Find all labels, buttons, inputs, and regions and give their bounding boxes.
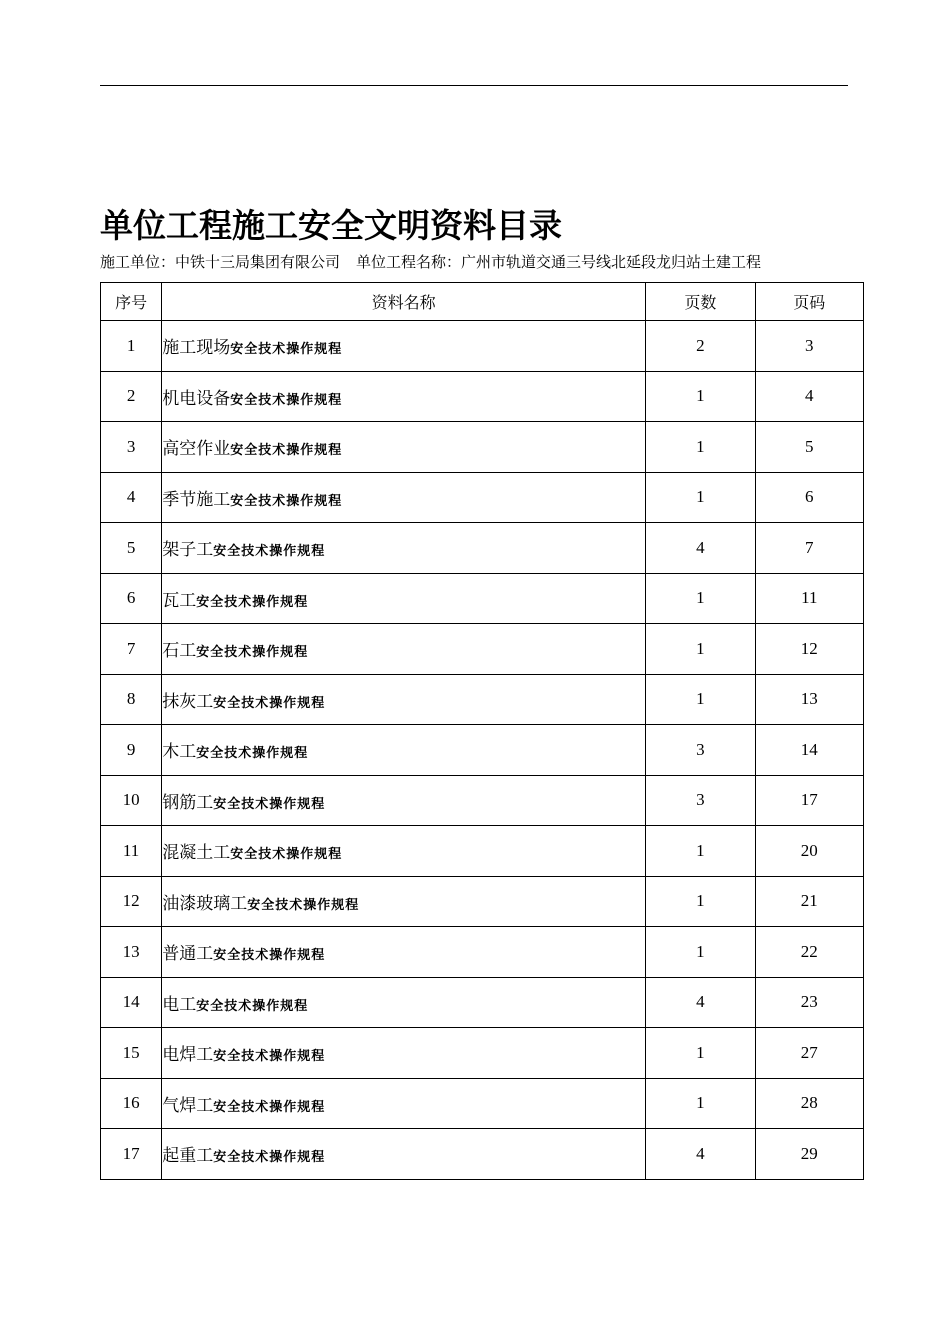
row-index: 1 — [101, 321, 162, 372]
row-name-main: 高空作业 — [162, 439, 231, 460]
row-index: 10 — [101, 775, 162, 826]
row-name-main: 电工 — [162, 994, 197, 1015]
row-name-suffix: 安全技术操作规程 — [213, 695, 326, 711]
row-name-main: 起重工 — [162, 1146, 214, 1167]
row-start-page: 28 — [755, 1078, 863, 1129]
table-row — [101, 573, 864, 624]
row-name-main: 机电设备 — [162, 388, 231, 409]
row-pages: 1 — [646, 624, 755, 675]
row-index: 14 — [101, 977, 162, 1028]
row-start-page: 17 — [755, 775, 863, 826]
row-pages: 1 — [646, 422, 755, 473]
row-name-suffix: 安全技术操作规程 — [230, 443, 343, 459]
row-name — [162, 775, 646, 826]
row-index: 15 — [101, 1028, 162, 1079]
row-name-main: 混凝土工 — [162, 843, 231, 864]
row-name-suffix: 安全技术操作规程 — [196, 645, 309, 661]
table-row — [101, 422, 864, 473]
table-row — [101, 775, 864, 826]
row-index: 16 — [101, 1078, 162, 1129]
document-title: 单位工程施工安全文明资料目录 — [100, 206, 562, 245]
row-index: 9 — [101, 725, 162, 776]
row-pages: 2 — [646, 321, 755, 372]
row-name — [162, 674, 646, 725]
row-start-page: 29 — [755, 1129, 863, 1180]
row-name-main: 电焊工 — [162, 1045, 214, 1066]
row-start-page: 3 — [755, 321, 863, 372]
row-start-page: 23 — [755, 977, 863, 1028]
row-pages: 1 — [646, 1078, 755, 1129]
row-name-main: 石工 — [162, 641, 197, 662]
row-name-main: 普通工 — [162, 944, 214, 965]
row-name-main: 油漆玻璃工 — [162, 893, 248, 914]
row-name — [162, 371, 646, 422]
row-index: 4 — [101, 472, 162, 523]
row-pages: 4 — [646, 977, 755, 1028]
row-pages: 3 — [646, 725, 755, 776]
table-row — [101, 371, 864, 422]
row-name-main: 架子工 — [162, 540, 214, 561]
row-start-page: 14 — [755, 725, 863, 776]
row-name-suffix: 安全技术操作规程 — [247, 897, 360, 913]
row-start-page: 20 — [755, 826, 863, 877]
row-pages: 1 — [646, 826, 755, 877]
table-row — [101, 674, 864, 725]
row-name-suffix: 安全技术操作规程 — [213, 796, 326, 812]
header-start-page: 页码 — [755, 283, 863, 321]
row-name-main: 木工 — [162, 742, 197, 763]
row-name-suffix: 安全技术操作规程 — [213, 1049, 326, 1065]
row-pages: 1 — [646, 472, 755, 523]
row-start-page: 22 — [755, 927, 863, 978]
row-name-suffix: 安全技术操作规程 — [196, 998, 309, 1014]
table-row — [101, 472, 864, 523]
row-start-page: 6 — [755, 472, 863, 523]
row-pages: 1 — [646, 674, 755, 725]
row-index: 7 — [101, 624, 162, 675]
row-name-main: 季节施工 — [162, 489, 231, 510]
header-pages: 页数 — [646, 283, 755, 321]
row-start-page: 27 — [755, 1028, 863, 1079]
row-name — [162, 876, 646, 927]
row-name-suffix: 安全技术操作规程 — [196, 594, 309, 610]
row-index: 13 — [101, 927, 162, 978]
row-index: 11 — [101, 826, 162, 877]
table-row — [101, 1028, 864, 1079]
row-pages: 1 — [646, 876, 755, 927]
row-name-main: 钢筋工 — [162, 792, 214, 813]
row-name — [162, 523, 646, 574]
row-name-suffix: 安全技术操作规程 — [230, 342, 343, 358]
header-rule — [100, 85, 848, 86]
row-name — [162, 472, 646, 523]
table-row — [101, 624, 864, 675]
table-row — [101, 826, 864, 877]
row-name-main: 瓦工 — [162, 590, 197, 611]
table-row — [101, 1078, 864, 1129]
header-name: 资料名称 — [162, 283, 646, 321]
row-name-suffix: 安全技术操作规程 — [230, 493, 343, 509]
table-body — [101, 321, 864, 1180]
row-name — [162, 573, 646, 624]
row-name — [162, 321, 646, 372]
row-name-suffix: 安全技术操作规程 — [230, 847, 343, 863]
catalog-table — [100, 282, 864, 1180]
table-header-row — [101, 283, 864, 321]
row-name — [162, 1129, 646, 1180]
table-row — [101, 977, 864, 1028]
row-start-page: 11 — [755, 573, 863, 624]
row-name — [162, 927, 646, 978]
header-index: 序号 — [101, 283, 162, 321]
row-start-page: 4 — [755, 371, 863, 422]
row-name-suffix: 安全技术操作规程 — [230, 392, 343, 408]
row-index: 6 — [101, 573, 162, 624]
row-index: 5 — [101, 523, 162, 574]
row-start-page: 5 — [755, 422, 863, 473]
row-name-main: 气焊工 — [162, 1095, 214, 1116]
row-pages: 4 — [646, 1129, 755, 1180]
row-name-suffix: 安全技术操作规程 — [213, 544, 326, 560]
row-pages: 3 — [646, 775, 755, 826]
row-index: 12 — [101, 876, 162, 927]
row-name-suffix: 安全技术操作规程 — [213, 1150, 326, 1166]
row-pages: 1 — [646, 927, 755, 978]
row-start-page: 21 — [755, 876, 863, 927]
row-name — [162, 1028, 646, 1079]
row-index: 8 — [101, 674, 162, 725]
row-name-main: 抹灰工 — [162, 691, 214, 712]
row-name-suffix: 安全技术操作规程 — [213, 1099, 326, 1115]
row-name — [162, 1078, 646, 1129]
table-row — [101, 876, 864, 927]
row-start-page: 12 — [755, 624, 863, 675]
row-pages: 4 — [646, 523, 755, 574]
row-pages: 1 — [646, 371, 755, 422]
row-name — [162, 977, 646, 1028]
row-pages: 1 — [646, 1028, 755, 1079]
document-subtitle — [100, 251, 761, 272]
project-name-label: 单位工程名称：广州市轨道交通三号线北延段龙归站土建工程 — [356, 253, 762, 271]
table-row — [101, 321, 864, 372]
table-row — [101, 523, 864, 574]
row-start-page: 7 — [755, 523, 863, 574]
row-name — [162, 422, 646, 473]
row-name-suffix: 安全技术操作规程 — [213, 948, 326, 964]
row-name — [162, 725, 646, 776]
row-name — [162, 624, 646, 675]
row-start-page: 13 — [755, 674, 863, 725]
row-name-suffix: 安全技术操作规程 — [196, 746, 309, 762]
row-index: 3 — [101, 422, 162, 473]
table-row — [101, 725, 864, 776]
row-index: 17 — [101, 1129, 162, 1180]
construction-unit-label: 施工单位：中铁十三局集团有限公司 — [100, 253, 341, 271]
row-pages: 1 — [646, 573, 755, 624]
table-row — [101, 1129, 864, 1180]
row-index: 2 — [101, 371, 162, 422]
row-name-main: 施工现场 — [162, 338, 231, 359]
row-name — [162, 826, 646, 877]
table-row — [101, 927, 864, 978]
